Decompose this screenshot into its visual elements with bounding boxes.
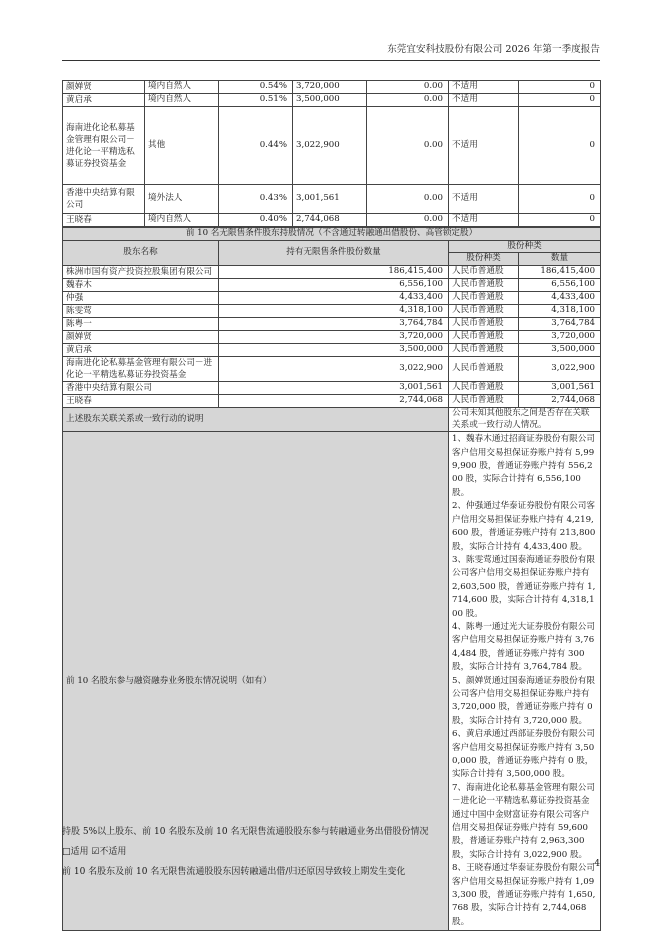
holder-pledge-status: 不适用 (449, 94, 519, 107)
unrestricted-holder-name: 黄启承 (63, 344, 219, 357)
unrestricted-share-kind: 人民币普通股 (449, 266, 519, 279)
col-header-kind: 股份种类 (449, 240, 601, 253)
holder-name: 香港中央结算有限公司 (63, 185, 145, 214)
unrestricted-share-qty: 4,433,400 (519, 292, 601, 305)
table-row (63, 266, 601, 279)
holder-percentage: 0.44% (219, 107, 293, 185)
table-row (63, 279, 601, 292)
unrestricted-holder-name: 仲强 (63, 292, 219, 305)
holder-shares: 3,720,000 (293, 81, 367, 94)
holder-restricted-shares: 0.00 (367, 214, 449, 227)
holder-percentage: 0.54% (219, 81, 293, 94)
holder-percentage: 0.40% (219, 214, 293, 227)
unrestricted-section-title: 前 10 名无限售条件股东持股情况（不含通过转融通出借股份、高管锁定股） (63, 228, 601, 241)
unrestricted-holder-name: 陈雯莺 (63, 305, 219, 318)
unrestricted-holder-name: 香港中央结算有限公司 (63, 382, 219, 395)
margin-trading-item: 2、仲强通过华泰证券股份有限公司客户信用交易担保证券账户持有 4,219,600 股，普通证券账户持有 213,800 股，实际合计持有 4,433,400 股。 (452, 501, 596, 552)
col-header-name: 股东名称 (63, 240, 219, 265)
holder-percentage: 0.43% (219, 185, 293, 214)
unrestricted-share-qty: 3,022,900 (519, 357, 601, 382)
related-party-row (63, 408, 601, 432)
holder-pledge-status: 不适用 (449, 185, 519, 214)
unrestricted-share-kind: 人民币普通股 (449, 318, 519, 331)
lending-change-title: 前 10 名股东及前 10 名无限售流通股股东因转融通出借/归还原因导致较上期发生变化 (62, 867, 406, 877)
holder-type: 境内自然人 (145, 81, 219, 94)
table-row (63, 331, 601, 344)
unrestricted-holder-shares: 3,764,784 (219, 318, 449, 331)
table-row (63, 344, 601, 357)
margin-trading-item: 6、黄启承通过西部证券股份有限公司客户信用交易担保证券账户持有 3,500,000 股，普通证券账户持有 0 股，实际合计持有 3,500,000 股。 (452, 729, 595, 780)
holder-type: 境内自然人 (145, 214, 219, 227)
col-header-kind-qty: 数量 (519, 253, 601, 266)
unrestricted-holder-name: 魏春木 (63, 279, 219, 292)
holder-pledge-quantity: 0 (519, 94, 601, 107)
lending-title: 持股 5%以上股东、前 10 名股东及前 10 名无限售流通股股东参与转融通业务出借股份情况 (62, 827, 429, 837)
unrestricted-share-kind: 人民币普通股 (449, 382, 519, 395)
holder-shares: 3,001,561 (293, 185, 367, 214)
unrestricted-holder-name: 颜婵贤 (63, 331, 219, 344)
holder-name: 王晓春 (63, 214, 145, 227)
unrestricted-share-qty: 186,415,400 (519, 266, 601, 279)
table-row (63, 185, 601, 214)
holder-restricted-shares: 0.00 (367, 107, 449, 185)
holder-restricted-shares: 0.00 (367, 81, 449, 94)
unrestricted-holder-shares: 3,500,000 (219, 344, 449, 357)
holder-percentage: 0.51% (219, 94, 293, 107)
unrestricted-share-kind: 人民币普通股 (449, 331, 519, 344)
unrestricted-holder-name: 株洲市国有资产投资控股集团有限公司 (63, 266, 219, 279)
unrestricted-share-qty: 6,556,100 (519, 279, 601, 292)
unrestricted-share-kind: 人民币普通股 (449, 305, 519, 318)
margin-trading-details (449, 432, 601, 931)
report-header: 东莞宜安科技股份有限公司 2026 年第一季度报告 (387, 44, 600, 55)
holder-name: 颜婵贤 (63, 81, 145, 94)
unrestricted-share-qty: 4,318,100 (519, 305, 601, 318)
holder-name: 海南进化论私募基金管理有限公司－进化论一平精选私募证券投资基金 (63, 107, 145, 185)
col-header-kind-type: 股份种类 (449, 253, 519, 266)
unrestricted-holder-shares: 6,556,100 (219, 279, 449, 292)
header-divider (62, 60, 600, 61)
holder-type: 境外法人 (145, 185, 219, 214)
lending-applicability: □适用 ☑不适用 (62, 847, 127, 857)
table-row (63, 214, 601, 227)
unrestricted-share-kind: 人民币普通股 (449, 395, 519, 408)
holder-type: 其他 (145, 107, 219, 185)
table-row (63, 81, 601, 94)
related-party-label: 上述股东关联关系或一致行动的说明 (63, 408, 449, 432)
holder-pledge-quantity: 0 (519, 107, 601, 185)
holder-pledge-status: 不适用 (449, 81, 519, 94)
unrestricted-holder-shares: 186,415,400 (219, 266, 449, 279)
unrestricted-share-kind: 人民币普通股 (449, 279, 519, 292)
holder-shares: 3,500,000 (293, 94, 367, 107)
holder-shares: 2,744,068 (293, 214, 367, 227)
table-row (63, 318, 601, 331)
unrestricted-holder-shares: 3,022,900 (219, 357, 449, 382)
unrestricted-holder-name: 陈粤一 (63, 318, 219, 331)
holder-restricted-shares: 0.00 (367, 94, 449, 107)
related-party-text: 公司未知其他股东之间是否存在关联关系或一致行动人情况。 (449, 408, 601, 432)
table-row (63, 94, 601, 107)
margin-trading-item: 5、颜婵贤通过国泰海通证券股份有限公司客户信用交易担保证券账户持有 3,720,000 股，普通证券账户持有 0 股，实际合计持有 3,720,000 股。 (452, 675, 595, 726)
holder-type: 境内自然人 (145, 94, 219, 107)
holder-name: 黄启承 (63, 94, 145, 107)
unrestricted-holder-shares: 2,744,068 (219, 395, 449, 408)
margin-trading-label: 前 10 名股东参与融资融券业务股东情况说明（如有） (63, 432, 449, 931)
unrestricted-share-qty: 3,001,561 (519, 382, 601, 395)
unrestricted-share-kind: 人民币普通股 (449, 292, 519, 305)
margin-trading-row (63, 432, 601, 931)
holder-restricted-shares: 0.00 (367, 185, 449, 214)
table-row (63, 357, 601, 382)
unrestricted-share-qty: 3,764,784 (519, 318, 601, 331)
table-row (63, 305, 601, 318)
unrestricted-holder-name: 海南进化论私募基金管理有限公司－进化论一平精选私募证券投资基金 (63, 357, 219, 382)
table-row (63, 292, 601, 305)
margin-trading-item: 7、海南进化论私募基金管理有限公司－进化论一平精选私募证券投资基金通过中国中金财富证券有限公司客户信用交易担保证券账户持有 59,600 股，普通证券账户持有 2,963,300 股，实际合计持有 3,022,900 股。 (452, 782, 595, 860)
top-holders-table (62, 80, 601, 227)
margin-trading-item: 8、王晓春通过华泰证券股份有限公司客户信用交易担保证券账户持有 1,093,300 股，普通证券账户持有 1,650,768 股，实际合计持有 2,744,068 股。 (452, 863, 596, 927)
holder-pledge-quantity: 0 (519, 185, 601, 214)
page-number: 4 (594, 859, 600, 869)
holder-pledge-quantity: 0 (519, 214, 601, 227)
holder-shares: 3,022,900 (293, 107, 367, 185)
margin-trading-item: 3、陈雯莺通过国泰海通证券股份有限公司客户信用交易担保证券账户持有 2,603,500 股，普通证券账户持有 1,714,600 股，实际合计持有 4,318,100 股。 (452, 554, 596, 619)
table-row (63, 382, 601, 395)
holder-pledge-status: 不适用 (449, 214, 519, 227)
table-row (63, 395, 601, 408)
unrestricted-holder-shares: 3,001,561 (219, 382, 449, 395)
unrestricted-holder-shares: 4,433,400 (219, 292, 449, 305)
margin-trading-item: 4、陈粤一通过光大证券股份有限公司客户信用交易担保证券账户持有 3,764,484 股，普通证券账户持有 300 股，实际合计持有 3,764,784 股。 (452, 621, 595, 673)
unrestricted-share-kind: 人民币普通股 (449, 344, 519, 357)
holder-pledge-quantity: 0 (519, 81, 601, 94)
unrestricted-holder-shares: 4,318,100 (219, 305, 449, 318)
margin-trading-item: 1、魏春木通过招商证券股份有限公司客户信用交易担保证券账户持有 5,999,900 股，普通证券账户持有 556,200 股，实际合计持有 6,556,100 股。 (452, 434, 595, 498)
col-header-shares: 持有无限售条件股份数量 (219, 240, 449, 265)
unrestricted-share-kind: 人民币普通股 (449, 357, 519, 382)
unrestricted-share-qty: 2,744,068 (519, 395, 601, 408)
holder-pledge-status: 不适用 (449, 107, 519, 185)
unrestricted-share-qty: 3,720,000 (519, 331, 601, 344)
unrestricted-holder-shares: 3,720,000 (219, 331, 449, 344)
table-row (63, 107, 601, 185)
unrestricted-share-qty: 3,500,000 (519, 344, 601, 357)
unrestricted-holder-name: 王晓春 (63, 395, 219, 408)
